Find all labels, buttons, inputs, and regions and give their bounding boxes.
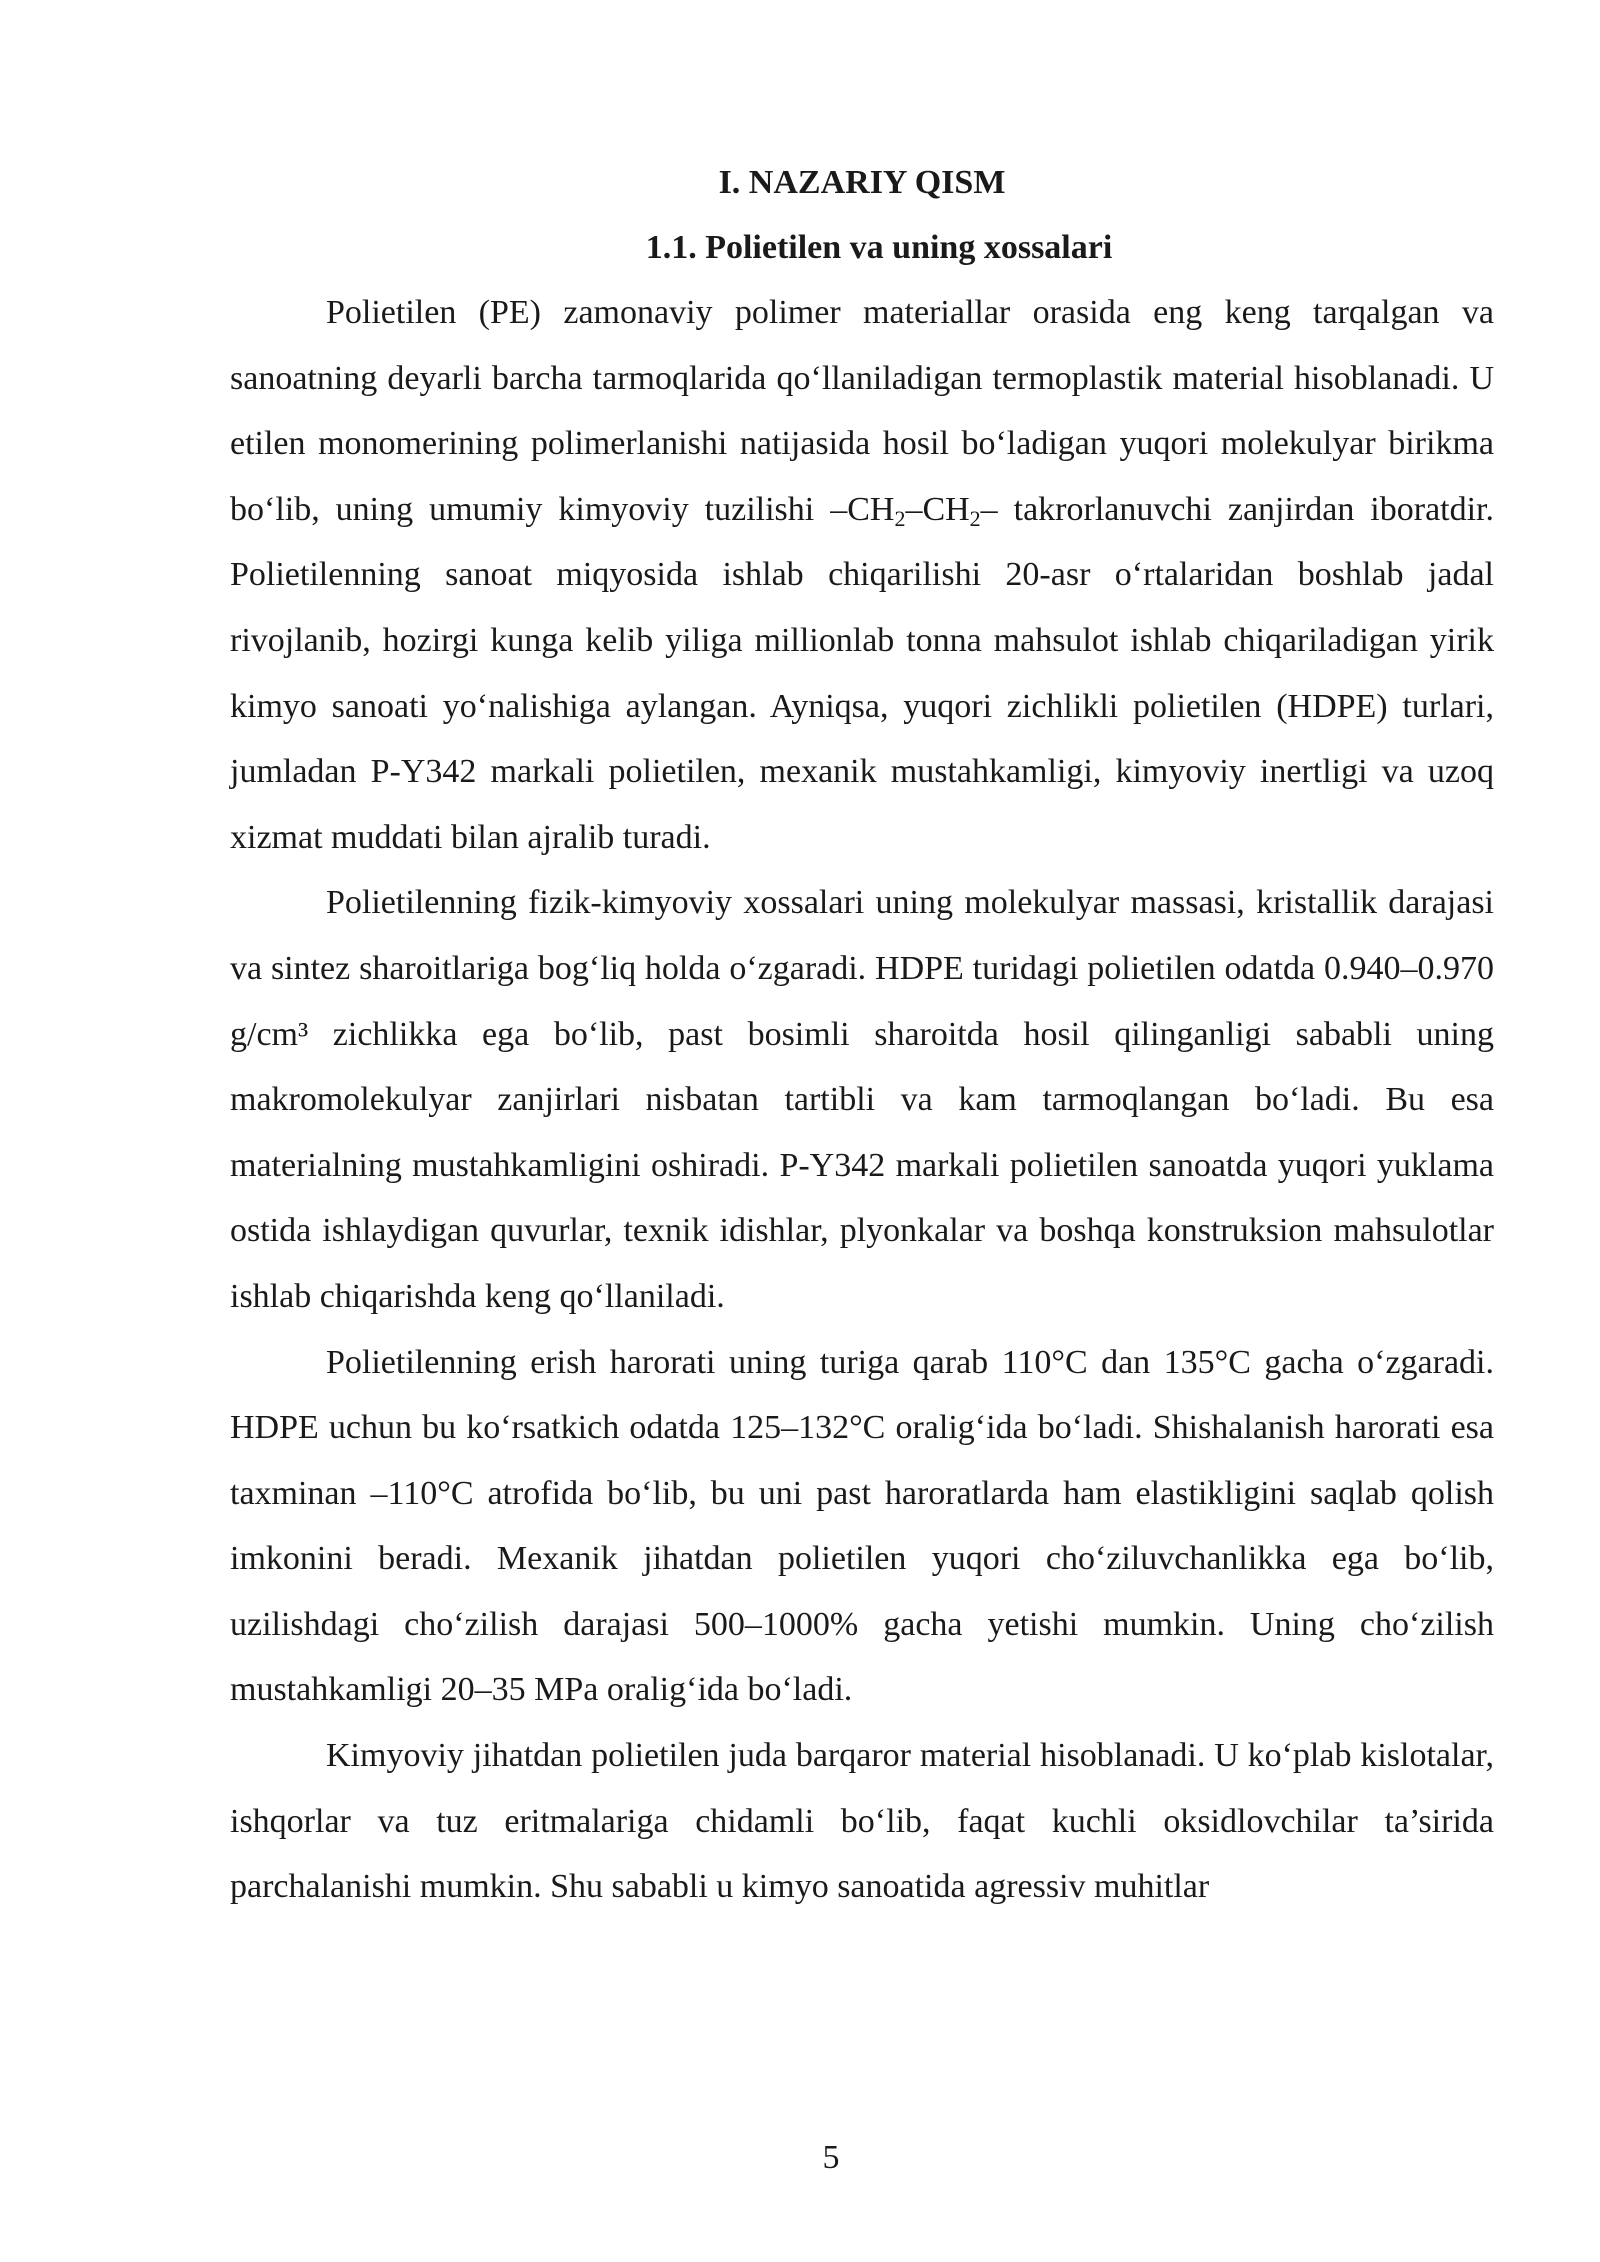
paragraph-1	[230, 280, 1494, 870]
page-content	[230, 150, 1494, 1920]
formula-subscript-2: 2	[969, 505, 981, 531]
page-number: 5	[822, 2139, 840, 2176]
subsection-title: 1.1. Polietilen va uning xossalari	[645, 229, 1113, 266]
paragraph-1-text-end: – takrorlanuvchi zanjirdan iboratdir. Polietilenning sanoat miqyosida ishlab chiqarilishi 20-asr o‘rtalaridan boshlab jadal rivojlanib, hozirgi kunga kelib yiliga millionlab tonna mahsulot ishlab chiqariladigan yirik kimyo sanoati yo‘nalishiga aylangan. Ayniqsa, yuqori zichlikli polietilen (HDPE) turlari, jumladan P-Y342 markali polietilen, mexanik mustahkamligi, kimyoviy inertligi va uzoq xizmat muddati bilan ajralib turadi.	[230, 490, 1494, 856]
paragraph-1-text-start: Polietilen (PE) zamonaviy polimer materiallar orasida eng keng tarqalgan va sanoatning deyarli barcha tarmoqlarida qo‘llaniladigan termoplastik material hisoblanadi. U etilen monomerining polimerlanishi natijasida hosil bo‘ladigan yuqori molekulyar birikma bo‘lib, uning umumiy kimyoviy tuzilishi –CH	[230, 294, 1494, 528]
paragraph-2: Polietilenning fizik-kimyoviy xossalari uning molekulyar massasi, kristallik darajasi va sintez sharoitlariga bog‘liq holda o‘zgaradi. HDPE turidagi polietilen odatda 0.940–0.970 g/cm³ zichlikka ega bo‘lib, past bosimli sharoitda hosil qilinganligi sababli uning makromolekulyar zanjirlari nisbatan tartibli va kam tarmoqlangan bo‘ladi. Bu esa materialning mustahkamligini oshiradi. P-Y342 markali polietilen sanoatda yuqori yuklama ostida ishlaydigan quvurlar, texnik idishlar, plyonkalar va boshqa konstruksion mahsulotlar ishlab chiqarishda keng qo‘llaniladi.	[230, 884, 1494, 1315]
section-title: I. NAZARIY QISM	[718, 164, 1006, 201]
paragraph-3: Polietilenning erish harorati uning turiga qarab 110°C dan 135°C gacha o‘zgaradi. HDPE uchun bu ko‘rsatkich odatda 125–132°C oralig‘ida bo‘ladi. Shishalanish harorati esa taxminan –110°C atrofida bo‘lib, bu uni past haroratlarda ham elastikligini saqlab qolish imkonini beradi. Mexanik jihatdan polietilen yuqori cho‘ziluvchanlikka ega bo‘lib, uzilishdagi cho‘zilish darajasi 500–1000% gacha yetishi mumkin. Uning cho‘zilish mustahkamligi 20–35 MPa oralig‘ida bo‘ladi.	[230, 1343, 1494, 1709]
paragraph-4: Kimyoviy jihatdan polietilen juda barqaror material hisoblanadi. U ko‘plab kislotalar, ishqorlar va tuz eritmalariga chidamli bo‘lib, faqat kuchli oksidlovchilar ta’sirida parchalanishi mumkin. Shu sababli u kimyo sanoatida agressiv muhitlar	[230, 1737, 1494, 1906]
formula-subscript-1: 2	[894, 505, 906, 531]
formula-middle: –CH	[905, 490, 970, 528]
